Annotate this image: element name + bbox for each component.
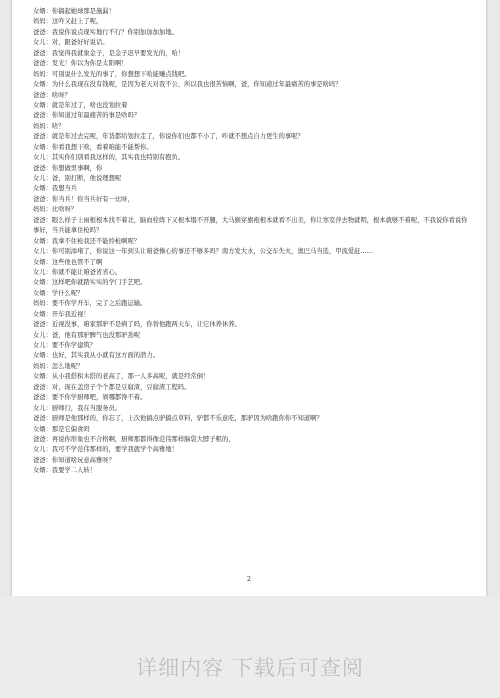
dialogue-line: 妈妈：比啥呀？ <box>33 206 78 214</box>
dialogue-line: 女儿：你可别添堵了，你说这一年到头让咱爸操心的事还不够多吗？南方发大水，公交车失火，奥巴马当选，甲流爱赶…… <box>33 248 374 256</box>
dialogue-line: 女儿：你就不能让咱爸省省心。 <box>33 268 122 276</box>
dialogue-line: 女婿：我要学二人转！ <box>33 467 96 475</box>
dialogue-line: 妈妈：这咋又赶上了呢。 <box>33 18 103 26</box>
page-number: 2 <box>246 575 252 583</box>
document-page <box>12 0 486 596</box>
dialogue-line: 妈妈：要不你学开车，完了之后跑运输。 <box>33 300 147 308</box>
dialogue-line: 女婿：从小我搭积木搭的老高了，那一人多高呢，就是经常倒！ <box>33 373 210 381</box>
dialogue-line: 女儿：其实你们别看我这样的，其实我也特别有抱负。 <box>33 154 185 162</box>
dialogue-line: 女婿：学什么呢？ <box>33 289 84 297</box>
dialogue-line: 女婿：为什么我现在没有钱呢，是因为老天对我不公，所以我也很苦恼啊，爸，你知道过年最痛苦的事是啥吗？ <box>33 81 342 89</box>
dialogue-line: 爸爸：再说你形象也不合格啊，厨师那都得像范伟那样脑袋大脖子粗的， <box>33 435 235 443</box>
dialogue-line: 女婿：就是年过了，啥也没划拉着 <box>33 101 128 109</box>
dialogue-line: 女儿：要不你学建筑？ <box>33 342 96 350</box>
dialogue-line: 女婿：那是它偏食吗 <box>33 425 90 433</box>
dialogue-line: 爸爸：就是年过去完呢，年货都给划拉走了，你说你们也都不小了，咋就不想点自力更生的事呢？ <box>33 133 304 141</box>
dialogue-line: 女婿：你看我想干啥，看着咱能不能帮你。 <box>33 143 153 151</box>
dialogue-line: 爸爸：要不你学厨师吧，剁哪都馋不着。 <box>33 394 147 402</box>
dialogue-line: 妈妈：啥？ <box>33 122 65 130</box>
dialogue-line: 妈妈：怎么地呢？ <box>33 362 84 370</box>
dialogue-line: 女婿：我想当兵 <box>33 185 78 193</box>
dialogue-line: 女婿：开车我近视！ <box>33 310 90 318</box>
dialogue-line: 爸爸：你知道过年最痛苦的事是啥吗？ <box>33 112 141 120</box>
dialogue-line: 女儿：厨师行，我在当服务员。 <box>33 404 122 412</box>
dialogue-line: 女儿：爸，他有那驴脾气也没那驴劲呢 <box>33 331 141 339</box>
dialogue-line: 爸爸：你想做里事啊，你 <box>33 164 103 172</box>
dialogue-line: 爸爸：发光！你以为你是太阳啊！ <box>33 60 128 68</box>
dialogue-line: 女婿：也好，其实我从小就有这方面的潜力。 <box>33 352 159 360</box>
dialogue-line: 女婿：这些他也管不了啊 <box>33 258 103 266</box>
dialogue-line: 女儿：我可不学范伟那样的，要学我就学个高雅地！ <box>33 446 178 454</box>
dialogue-line: 爸爸：啥呀？ <box>33 91 71 99</box>
dialogue-line: 爸爸：我说你说点现实地行不行？你别加加加加地。 <box>33 28 178 36</box>
dialogue-line: 爸爸：眼么样子上雨根根本找不着北，脑血栓练下又根本塌不开腿，大马猴穿旗袍根本就看不出美，你让寒室萍去物就明，根本就够不着呢，不我说你看说你事好，当兵能拿住枪吗？ <box>33 216 468 235</box>
dialogue-line: 女婿：我拿不住枪我还不能拎枪啊呢？ <box>33 237 141 245</box>
dialogue-line: 女婿：你搞起她球那是施漏！ <box>33 8 115 15</box>
dialogue-line: 爸爸：你当兵！你当兵好有一比呀， <box>33 195 134 203</box>
dialogue-line: 女儿：爸，别打断，他说理想呢 <box>33 175 122 182</box>
dialogue-line: 爸爸：对，现在盖房子个个都是豆腐渣，豆腐渣工程吗。 <box>33 383 191 391</box>
download-banner <box>0 596 500 698</box>
dialogue-line: 爸爸：厨师是他那样的，你忘了，上次他搞点驴搞点草料，驴都不乐意吃，那驴因为啥跑你你不知道啊？ <box>33 415 323 423</box>
dialogue-line: 爸爸：你知道啥玩意高雅呀？ <box>33 456 115 464</box>
dialogue-text <box>33 7 473 477</box>
dialogue-line: 爸爸：近视没事，咱家那驴不是病了吗，你替他跑两天车，让它休养休养。 <box>33 321 241 329</box>
dialogue-line: 女婿：这样吧你就踏实实的学门手艺吧。 <box>33 279 147 287</box>
dialogue-line: 爸爸：我觉得我就象金子，是金子迟早要发光的，哈！ <box>33 49 185 57</box>
dialogue-line: 妈妈：可别说什么发光的事了，你想想下哈能赚点钱吧。 <box>33 70 191 78</box>
dialogue-line: 女儿：对，跟爸好好说话。 <box>33 39 109 47</box>
download-banner-text: 详细内容 下载后可查阅 <box>136 656 364 680</box>
